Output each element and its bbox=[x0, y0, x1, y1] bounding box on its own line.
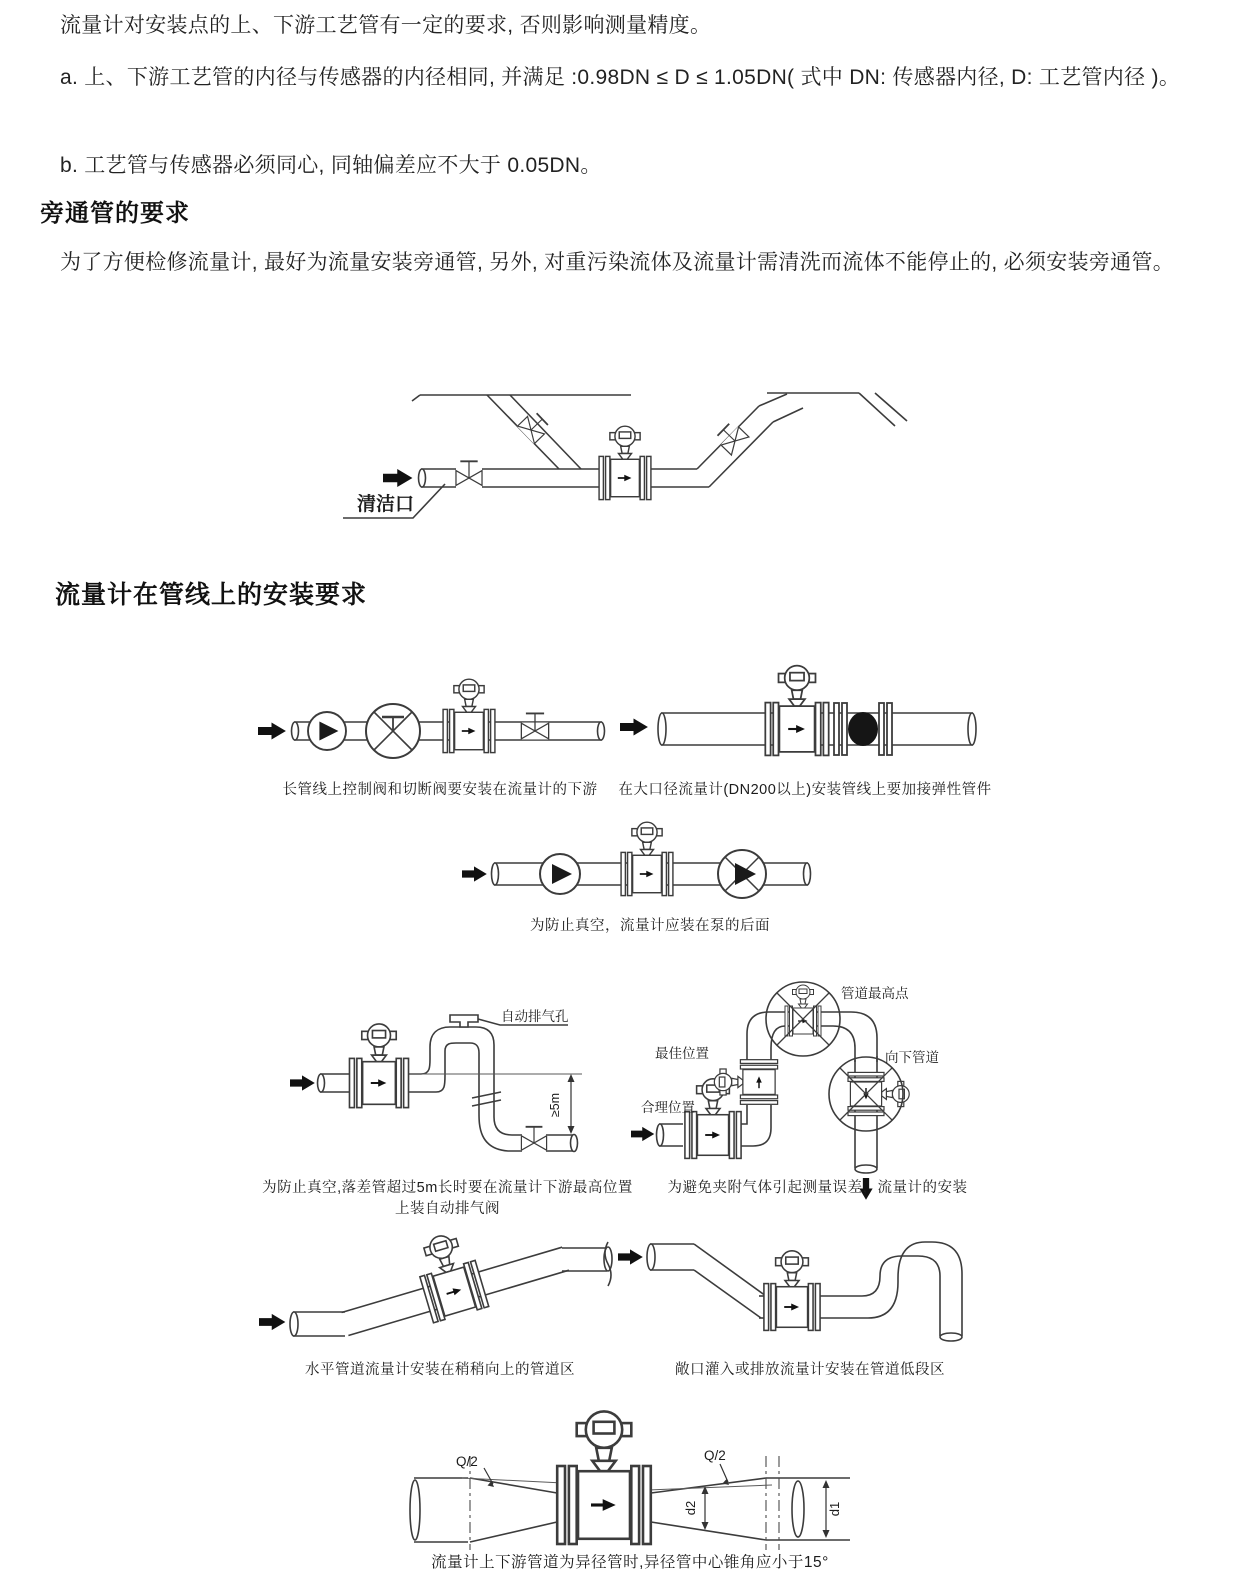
flow-direction-arrow-icon bbox=[290, 1075, 315, 1090]
elastic-fitting-icon bbox=[848, 712, 878, 746]
bypass-valve-left-icon bbox=[517, 410, 551, 444]
flow-direction-arrow-icon bbox=[631, 1127, 654, 1141]
best-position-label: 最佳位置 bbox=[655, 1046, 709, 1061]
flowmeter-icon bbox=[410, 1228, 488, 1323]
figure-caption: 流量计上下游管道为异径管时,异径管中心锥角应小于15° bbox=[431, 1554, 829, 1571]
flow-direction-arrow-icon bbox=[259, 1314, 285, 1330]
height-dimension-label: ≥5m bbox=[548, 1092, 562, 1118]
cone-angle-left-label: Q/2 bbox=[456, 1454, 478, 1469]
control-valve-icon bbox=[366, 704, 420, 758]
d1-dimension-label: d1 bbox=[827, 1501, 842, 1517]
item-b-paragraph: b. 工艺管与传感器必须同心, 同轴偏差应不大于 0.05DN。 bbox=[60, 154, 602, 177]
figure-upward-slope bbox=[245, 1222, 625, 1372]
downstream-pump-icon bbox=[718, 850, 766, 898]
figure-gas-positions bbox=[623, 962, 985, 1212]
figure-caption: 为避免夹附气体引起测量误差，流量计的安装 bbox=[667, 1180, 968, 1196]
flowmeter-icon bbox=[599, 426, 651, 499]
vent-label: 自动排气孔 bbox=[501, 1009, 569, 1024]
figure-elastic-fitting bbox=[615, 645, 1000, 780]
d2-dimension-label: d2 bbox=[683, 1500, 698, 1516]
flowmeter-icon bbox=[765, 666, 828, 756]
flowmeter-icon bbox=[557, 1411, 651, 1544]
figure-low-section bbox=[600, 1222, 996, 1372]
reasonable-position-label: 合理位置 bbox=[641, 1100, 695, 1115]
shutoff-valve-icon bbox=[521, 713, 550, 739]
flowmeter-icon bbox=[621, 822, 673, 895]
figure-caption: 长管线上控制阀和切断阀要安装在流量计的下游 bbox=[282, 782, 598, 798]
flowmeter-icon bbox=[764, 1251, 820, 1331]
figure-valves-downstream bbox=[250, 645, 630, 780]
figure-bypass-pipe bbox=[335, 368, 985, 538]
figure-caption: 在大口径流量计(DN200以上)安装管线上要加接弹性管件 bbox=[618, 782, 992, 798]
figure-caption: 水平管道流量计安装在稍稍向上的管道区 bbox=[305, 1362, 575, 1378]
flowmeter-highpoint-icon bbox=[785, 985, 821, 1036]
figure-caption: 为防止真空,落差管超过5m长时要在流量计下游最高位置上装自动排气阀 bbox=[262, 1180, 633, 1217]
pump-icon bbox=[540, 854, 580, 894]
flowmeter-icon bbox=[349, 1024, 408, 1108]
cone-angle-right-label: Q/2 bbox=[704, 1448, 726, 1463]
down-pipe-label: 向下管道 bbox=[885, 1050, 939, 1065]
flow-direction-arrow-icon bbox=[618, 1249, 643, 1264]
flow-direction-arrow-icon bbox=[258, 722, 286, 739]
highest-point-label: 管道最高点 bbox=[841, 986, 909, 1001]
flowmeter-best-icon bbox=[714, 1060, 777, 1105]
shutoff-valve-icon bbox=[521, 1127, 547, 1151]
figure-caption: 为防止真空，流量计应装在泵的后面 bbox=[530, 918, 770, 934]
intro-paragraph: 流量计对安装点的上、下游工艺管有一定的要求, 否则影响测量精度。 bbox=[60, 14, 712, 37]
figure-air-vent bbox=[268, 975, 643, 1180]
flow-direction-arrow-icon bbox=[462, 866, 487, 881]
clean-port-label: 清洁口 bbox=[357, 494, 415, 515]
figure-caption: 敞口灌入或排放流量计安装在管道低段区 bbox=[675, 1362, 945, 1378]
flow-direction-arrow-icon bbox=[383, 469, 412, 487]
item-a-paragraph: a. 上、下游工艺管的内径与传感器的内径相同, 并满足 :0.98DN ≤ D ≤ 1.05DN( 式中 DN: 传感器内径, D: 工艺管内径 )。 bbox=[60, 66, 1181, 89]
flowmeter-reasonable-icon bbox=[685, 1079, 741, 1159]
flowmeter-icon bbox=[443, 679, 495, 752]
pump-icon bbox=[308, 712, 346, 750]
figure-reducer-cone bbox=[398, 1390, 868, 1552]
bypass-section-heading: 旁通管的要求 bbox=[40, 200, 190, 227]
shutoff-valve-icon bbox=[455, 461, 482, 486]
bypass-paragraph: 为了方便检修流量计, 最好为流量安装旁通管, 另外, 对重污染流体及流量计需清洗而流体不能停止的, 必须安装旁通管。 bbox=[60, 251, 1175, 274]
flow-direction-arrow-icon bbox=[620, 718, 648, 735]
install-section-heading: 流量计在管线上的安装要求 bbox=[55, 581, 368, 609]
